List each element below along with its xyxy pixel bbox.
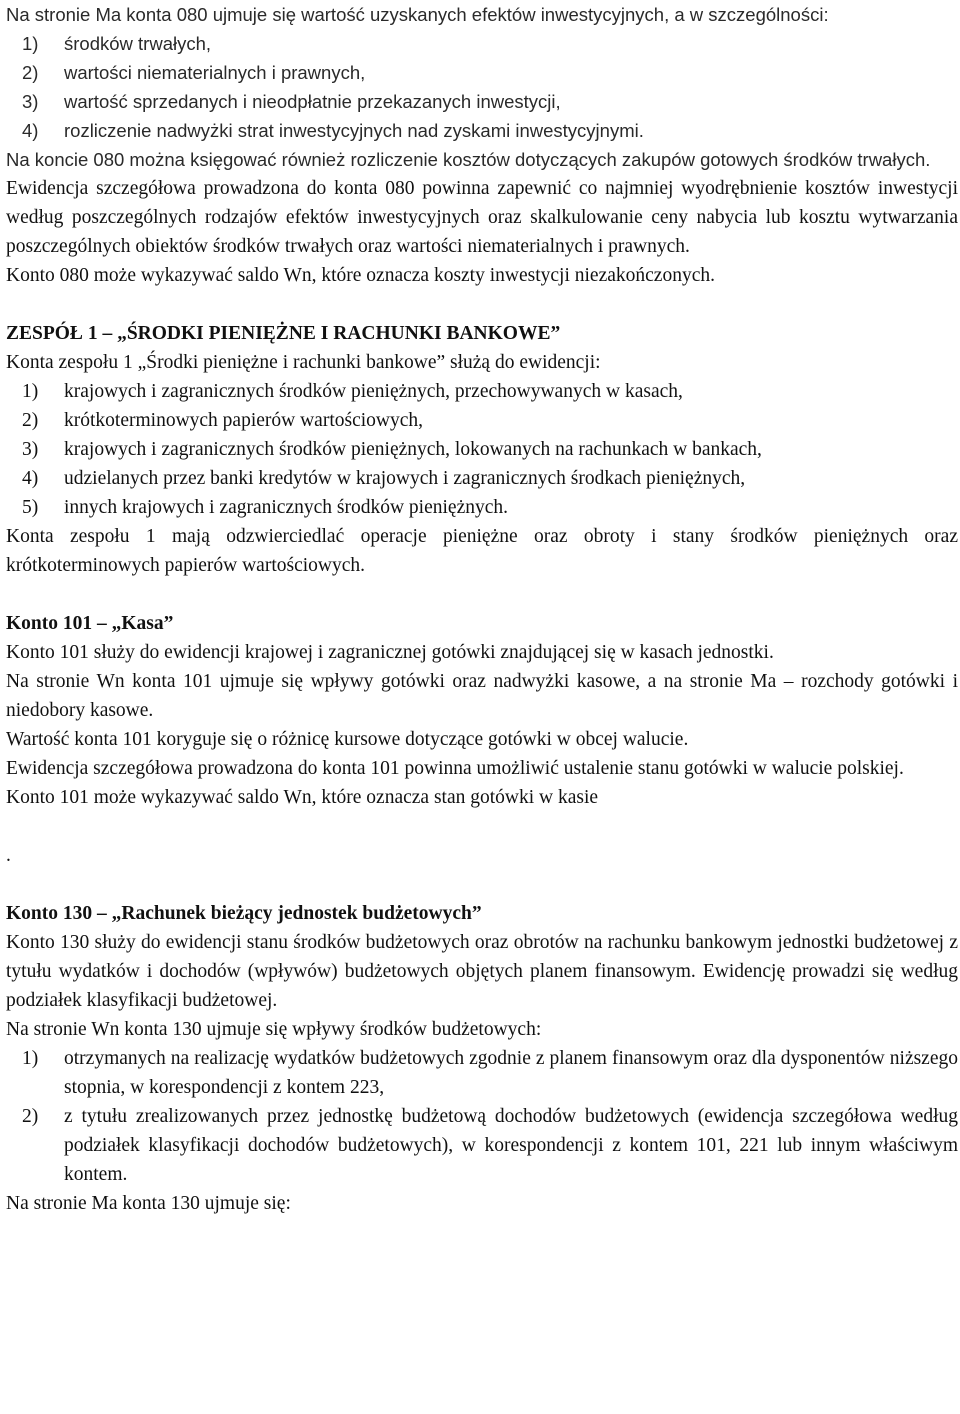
list-item <box>6 493 958 522</box>
paragraph: Ewidencja szczegółowa prowadzona do konta 080 powinna zapewnić co najmniej wyodrębnienie kosztów inwestycji według poszczególnych rodzajów efektów inwestycyjnych oraz skalkulowanie ceny nabycia lub kosztu wytwarzania poszczególnych obiektów środków trwałych oraz wartości niematerialnych i prawnych. <box>6 178 958 257</box>
list-text: innych krajowych i zagranicznych środków pieniężnych. <box>64 497 509 518</box>
paragraph: Na stronie Wn konta 130 ujmuje się wpływy środków budżetowych: <box>6 1019 542 1040</box>
list-text: wartości niematerialnych i prawnych, <box>64 62 366 83</box>
spacer <box>6 290 958 319</box>
list-item <box>6 406 958 435</box>
paragraph: Konta zespołu 1 „Środki pieniężne i rachunki bankowe” służą do ewidencji: <box>6 352 601 373</box>
section-heading: ZESPÓŁ 1 – „ŚRODKI PIENIĘŻNE I RACHUNKI BANKOWE” <box>6 323 561 344</box>
list-text: środków trwałych, <box>64 33 212 54</box>
list-text: otrzymanych na realizację wydatków budżetowych zgodnie z planem finansowym oraz dla dysponentów niższego stopnia, w korespondencji z kontem 223, <box>64 1048 958 1098</box>
list-number: 3) <box>22 439 39 460</box>
list-item <box>6 87 958 116</box>
paragraph: Konta zespołu 1 mają odzwierciedlać operacje pieniężne oraz obroty i stany środków pieniężnych oraz krótkoterminowych papierów wartościowych. <box>6 526 958 576</box>
spacer <box>6 812 958 841</box>
list-number: 1) <box>22 1048 39 1069</box>
list-item <box>6 435 958 464</box>
list-item <box>6 116 958 145</box>
list-item <box>6 1044 958 1102</box>
list-number: 4) <box>22 120 39 141</box>
paragraph: Konto 130 służy do ewidencji stanu środków budżetowych oraz obrotów na rachunku bankowym jednostki budżetowej z tytułu wydatków i dochodów (wpływów) budżetowych objętych planem finansowym. Ewidencję prowadzi się według podziałek klasyfikacji budżetowej. <box>6 932 958 1011</box>
list-number: 4) <box>22 468 39 489</box>
paragraph: Na stronie Wn konta 101 ujmuje się wpływy gotówki oraz nadwyżki kasowe, a na stronie Ma – rozchody gotówki i niedobory kasowe. <box>6 671 958 721</box>
list-text: krótkoterminowych papierów wartościowych, <box>64 410 424 431</box>
list-item <box>6 377 958 406</box>
list-text: krajowych i zagranicznych środków pieniężnych, lokowanych na rachunkach w bankach, <box>64 439 762 460</box>
list-item <box>6 29 958 58</box>
list-number: 2) <box>22 410 39 431</box>
list-text: wartość sprzedanych i nieodpłatnie przekazanych inwestycji, <box>64 91 561 112</box>
section-konto-101 <box>6 609 958 870</box>
list-number: 1) <box>22 381 39 402</box>
list-text: krajowych i zagranicznych środków pieniężnych, przechowywanych w kasach, <box>64 381 683 402</box>
spacer <box>6 580 958 609</box>
paragraph: Na stronie Ma konta 080 ujmuje się wartość uzyskanych efektów inwestycyjnych, a w szczególności: <box>6 4 829 25</box>
stray-dot: . <box>6 845 11 866</box>
paragraph: Na stronie Ma konta 130 ujmuje się: <box>6 1193 291 1214</box>
spacer <box>6 870 958 899</box>
list-text: z tytułu zrealizowanych przez jednostkę budżetową dochodów budżetowych (ewidencja szczegółowa według podziałek klasyfikacji dochodów budżetowych), w korespondencji z kontem 101, 221 lub innym właściwym kontem. <box>64 1106 958 1185</box>
list-item <box>6 464 958 493</box>
list-item <box>6 58 958 87</box>
list-item <box>6 1102 958 1189</box>
paragraph: Ewidencja szczegółowa prowadzona do konta 101 powinna umożliwić ustalenie stanu gotówki w walucie polskiej. <box>6 758 904 779</box>
list-number: 3) <box>22 91 39 112</box>
paragraph: Konto 101 służy do ewidencji krajowej i zagranicznej gotówki znajdującej się w kasach jednostki. <box>6 642 774 663</box>
list-number: 5) <box>22 497 39 518</box>
section-zespol-1 <box>6 319 958 580</box>
section-heading: Konto 130 – „Rachunek bieżący jednostek budżetowych” <box>6 903 482 924</box>
paragraph: Konto 101 może wykazywać saldo Wn, które oznacza stan gotówki w kasie <box>6 787 599 808</box>
section-konto-130 <box>6 899 958 1218</box>
list-number: 1) <box>22 33 39 54</box>
paragraph: Na koncie 080 można księgować również rozliczenie kosztów dotyczących zakupów gotowych środków trwałych. <box>6 149 931 170</box>
paragraph: Konto 080 może wykazywać saldo Wn, które oznacza koszty inwestycji niezakończonych. <box>6 265 715 286</box>
section-konto-080 <box>6 0 958 290</box>
list-number: 2) <box>22 1106 39 1127</box>
list-number: 2) <box>22 62 39 83</box>
paragraph: Wartość konta 101 koryguje się o różnicę kursowe dotyczące gotówki w obcej walucie. <box>6 729 689 750</box>
list-text: rozliczenie nadwyżki strat inwestycyjnych nad zyskami inwestycyjnymi. <box>64 120 644 141</box>
list-text: udzielanych przez banki kredytów w krajowych i zagranicznych środkach pieniężnych, <box>64 468 746 489</box>
section-heading: Konto 101 – „Kasa” <box>6 613 174 634</box>
